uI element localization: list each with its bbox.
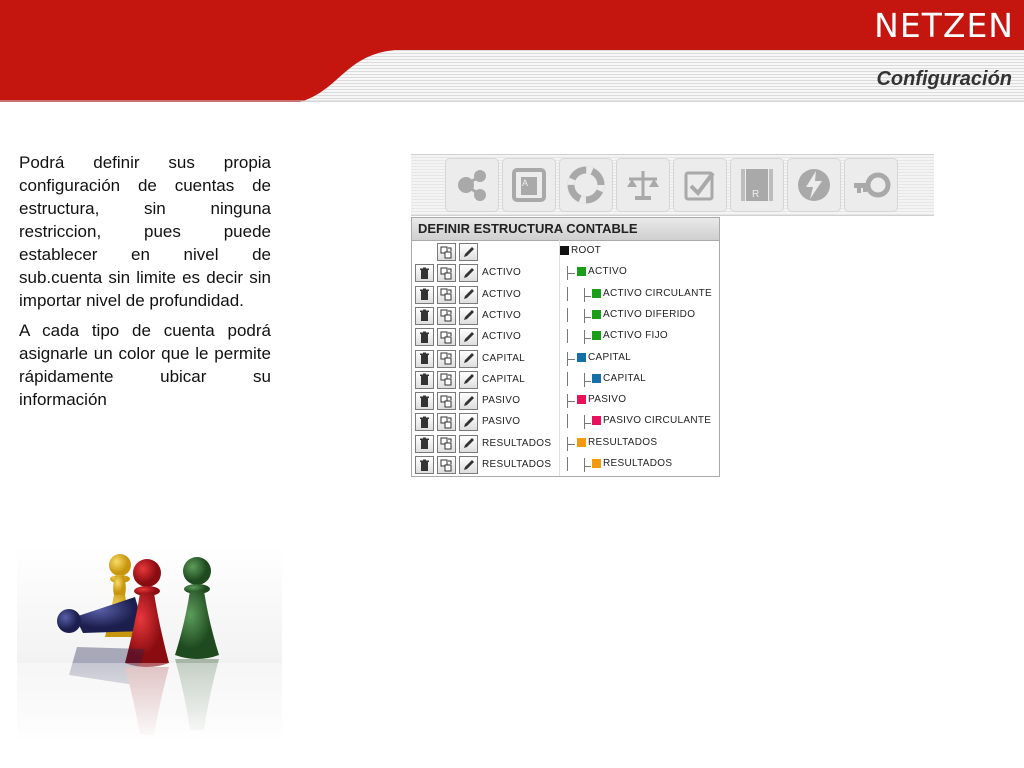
tree-connector: [567, 414, 568, 428]
add-subaccount-button[interactable]: [437, 350, 456, 368]
key-button[interactable]: [844, 158, 898, 212]
account-row: [412, 349, 719, 370]
edit-icon: [462, 416, 475, 429]
account-type-label: PASIVO: [482, 416, 521, 428]
tree-connector: [584, 458, 585, 472]
account-row: [412, 306, 719, 327]
tree-connector: [567, 308, 568, 322]
account-row: [412, 434, 719, 455]
add-subaccount-icon: [440, 373, 453, 386]
checkbox-icon: [680, 165, 720, 205]
account-type-label: PASIVO: [482, 395, 521, 407]
tree-node[interactable]: [577, 394, 626, 405]
edit-icon: [462, 309, 475, 322]
account-color-swatch: [560, 246, 569, 255]
delete-button[interactable]: [415, 435, 434, 453]
account-color-swatch: [592, 331, 601, 340]
add-subaccount-button[interactable]: [437, 392, 456, 410]
edit-button[interactable]: [459, 307, 478, 325]
edit-icon: [462, 395, 475, 408]
delete-icon: [418, 459, 431, 472]
edit-icon: [462, 331, 475, 344]
delete-icon: [418, 437, 431, 450]
tree-node-label: PASIVO: [588, 394, 627, 406]
delete-icon: [418, 331, 431, 344]
edit-button[interactable]: [459, 371, 478, 389]
edit-button[interactable]: [459, 392, 478, 410]
tree-node-label: CAPITAL: [588, 351, 632, 363]
delete-button[interactable]: [415, 264, 434, 282]
delete-button[interactable]: [415, 328, 434, 346]
account-color-swatch: [592, 310, 601, 319]
account-type-label: RESULTADOS: [482, 437, 552, 449]
edit-icon: [462, 459, 475, 472]
tree-connector: [584, 466, 591, 467]
tree-connector: [584, 415, 585, 429]
tree-connector: [584, 381, 591, 382]
tree-node-label: ACTIVO DIFERIDO: [603, 308, 696, 320]
tree-node-label: ACTIVO: [588, 266, 628, 278]
frame-document-icon: [509, 165, 549, 205]
brand-logo: NETZEN: [874, 6, 1014, 45]
account-type-label: ACTIVO: [482, 267, 522, 279]
edit-button[interactable]: [459, 413, 478, 431]
account-type-label: CAPITAL: [482, 352, 526, 364]
add-subaccount-icon: [440, 416, 453, 429]
delete-icon: [418, 309, 431, 322]
add-subaccount-icon: [440, 395, 453, 408]
tree-connector: [584, 317, 591, 318]
account-row: [412, 285, 719, 306]
edit-icon: [462, 246, 475, 259]
edit-button[interactable]: [459, 264, 478, 282]
estructura-contable-panel: [411, 217, 720, 477]
green-pawn: [175, 557, 219, 659]
edit-button[interactable]: [459, 350, 478, 368]
account-row: [412, 412, 719, 433]
add-subaccount-icon: [440, 309, 453, 322]
toolbar: [411, 154, 934, 216]
tree-connector: [584, 309, 585, 323]
delete-icon: [418, 352, 431, 365]
network-button[interactable]: [445, 158, 499, 212]
tree-connector: [567, 273, 575, 274]
account-row: [412, 455, 719, 476]
delete-icon: [418, 267, 431, 280]
tree-node[interactable]: [592, 288, 712, 299]
account-color-swatch: [592, 289, 601, 298]
delete-icon: [418, 395, 431, 408]
blue-pawn: [57, 597, 145, 633]
edit-icon: [462, 437, 475, 450]
delete-icon: [418, 373, 431, 386]
add-subaccount-icon: [440, 437, 453, 450]
tree-node[interactable]: [592, 458, 672, 469]
frame-document-button[interactable]: [502, 158, 556, 212]
delete-button[interactable]: [415, 307, 434, 325]
account-color-swatch: [592, 416, 601, 425]
account-color-swatch: [577, 353, 586, 362]
tree-node[interactable]: [592, 330, 668, 341]
add-subaccount-button[interactable]: [437, 286, 456, 304]
add-subaccount-button[interactable]: [437, 456, 456, 474]
tree-connector: [584, 338, 591, 339]
account-color-swatch: [592, 374, 601, 383]
delete-button[interactable]: [415, 456, 434, 474]
tree-connector: [567, 457, 568, 471]
description-text: [19, 151, 271, 418]
report-film-button[interactable]: [730, 158, 784, 212]
delete-icon: [418, 416, 431, 429]
description-paragraph-2: A cada tipo de cuenta podrá asignarle un color que le permite rápidamente ubicar su información: [19, 321, 271, 409]
tree-node-label: ACTIVO FIJO: [603, 330, 668, 342]
tree-connector: [567, 401, 575, 402]
edit-button[interactable]: [459, 435, 478, 453]
tree-node[interactable]: [592, 309, 695, 320]
edit-button[interactable]: [459, 456, 478, 474]
account-type-label: ACTIVO: [482, 309, 522, 321]
key-icon: [851, 165, 891, 205]
game-pawns-image: [17, 545, 282, 743]
lifebuoy-icon: [566, 165, 606, 205]
add-subaccount-button[interactable]: [437, 413, 456, 431]
tree-node[interactable]: [577, 352, 631, 363]
tree-connector: [567, 329, 568, 343]
account-color-swatch: [577, 395, 586, 404]
account-type-label: CAPITAL: [482, 373, 526, 385]
panel-title: DEFINIR ESTRUCTURA CONTABLE: [412, 218, 719, 241]
account-row: [412, 263, 719, 284]
tree-node[interactable]: [560, 245, 601, 256]
checkbox-button[interactable]: [673, 158, 727, 212]
tree-node-label: RESULTADOS: [603, 458, 673, 469]
edit-button[interactable]: [459, 286, 478, 304]
report-film-icon: [737, 165, 777, 205]
tree-connector: [567, 287, 568, 301]
add-subaccount-button[interactable]: [437, 307, 456, 325]
edit-icon: [462, 267, 475, 280]
tree-node-label: PASIVO CIRCULANTE: [603, 415, 712, 427]
tree-connector: [584, 423, 591, 424]
edit-icon: [462, 352, 475, 365]
account-color-swatch: [577, 438, 586, 447]
add-subaccount-icon: [440, 288, 453, 301]
tree-node[interactable]: [592, 415, 711, 426]
account-color-swatch: [592, 459, 601, 468]
account-row: [412, 242, 719, 263]
add-subaccount-button[interactable]: [437, 264, 456, 282]
tree-connector: [567, 359, 575, 360]
lightning-icon: [794, 165, 834, 205]
tree-connector: [567, 372, 568, 386]
description-paragraph-1: Podrá definir sus propia configuración de cuentas de estructura, sin ninguna restriccion, pues puede establecer en nivel de sub.cuenta sin limite es decir sin importar nivel de profundidad.: [19, 153, 271, 310]
account-row: [412, 391, 719, 412]
add-subaccount-button[interactable]: [437, 243, 456, 261]
delete-button[interactable]: [415, 286, 434, 304]
delete-button[interactable]: [415, 371, 434, 389]
add-subaccount-button[interactable]: [437, 328, 456, 346]
edit-icon: [462, 373, 475, 386]
account-row: [412, 370, 719, 391]
add-subaccount-icon: [440, 246, 453, 259]
tree-connector: [584, 373, 585, 387]
tree-connector: [584, 296, 591, 297]
tree-node[interactable]: [592, 373, 646, 384]
page-title: Configuración: [876, 68, 1012, 90]
tree-node-label: ROOT: [571, 245, 602, 256]
account-type-label: ACTIVO: [482, 331, 522, 343]
add-subaccount-button[interactable]: [437, 435, 456, 453]
edit-button[interactable]: [459, 328, 478, 346]
tree-connector: [584, 330, 585, 344]
delete-button[interactable]: [415, 392, 434, 410]
add-subaccount-icon: [440, 459, 453, 472]
edit-button[interactable]: [459, 243, 478, 261]
header-banner: [0, 0, 1024, 102]
tree-connector: [567, 444, 575, 445]
add-subaccount-icon: [440, 267, 453, 280]
delete-button[interactable]: [415, 350, 434, 368]
svg-text:R: R: [752, 189, 760, 200]
lifebuoy-button[interactable]: [559, 158, 613, 212]
lightning-button[interactable]: [787, 158, 841, 212]
scale-icon: [623, 165, 663, 205]
tree-node[interactable]: [577, 437, 657, 448]
add-subaccount-button[interactable]: [437, 371, 456, 389]
tree-node-label: ACTIVO CIRCULANTE: [603, 287, 713, 299]
account-type-label: ACTIVO: [482, 288, 522, 300]
tree-node-label: RESULTADOS: [588, 436, 658, 448]
svg-text:A: A: [522, 178, 529, 188]
scale-button[interactable]: [616, 158, 670, 212]
delete-icon: [418, 288, 431, 301]
tree-node[interactable]: [577, 266, 627, 277]
delete-button[interactable]: [415, 413, 434, 431]
add-subaccount-icon: [440, 331, 453, 344]
tree-node-label: CAPITAL: [603, 372, 647, 384]
account-row: [412, 327, 719, 348]
account-type-label: RESULTADOS: [482, 459, 552, 470]
account-color-swatch: [577, 267, 586, 276]
network-icon: [452, 165, 492, 205]
add-subaccount-icon: [440, 352, 453, 365]
edit-icon: [462, 288, 475, 301]
tree-connector: [584, 288, 585, 302]
